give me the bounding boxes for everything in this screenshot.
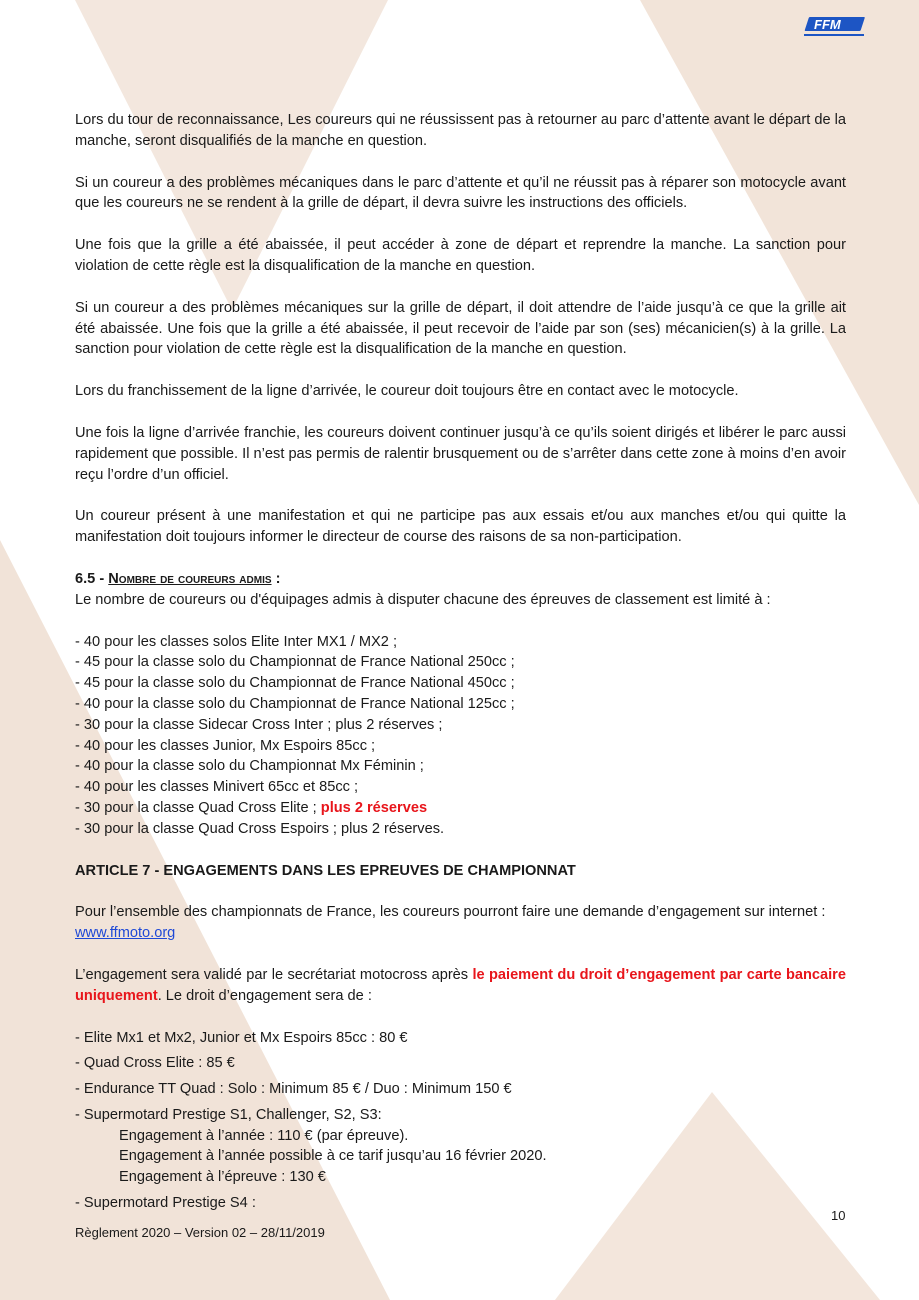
highlighted-text: le paiement du droit d’engagement par carte bancaire uniquement	[75, 966, 846, 1004]
list-item: - 40 pour les classes Minivert 65cc et 85cc ;	[75, 779, 359, 796]
paragraph: Si un coureur a des problèmes mécaniques dans le parc d’attente et qu’il ne réussit pas à réparer son motocycle avant que les coureurs ne se rendent à la grille de départ, il devra suivre les instructions des officiels.	[75, 174, 846, 212]
paragraph	[75, 902, 846, 944]
section-number: 6.5 -	[75, 570, 105, 587]
section-6-5-heading	[75, 569, 846, 590]
section-intro: Le nombre de coureurs ou d'équipages admis à disputer chacune des épreuves de classement est limité à :	[75, 591, 771, 608]
list-item: - 40 pour la classe solo du Championnat de France National 125cc ;	[75, 695, 515, 712]
list-item: - 45 pour la classe solo du Championnat de France National 450cc ;	[75, 675, 515, 692]
list-item: - 40 pour la classe solo du Championnat Mx Féminin ;	[75, 758, 424, 775]
fee-item: - Supermotard Prestige S4 :	[75, 1195, 256, 1212]
ffmoto-link[interactable]: www.ffmoto.org	[75, 925, 176, 942]
logo-lettering: FFM	[814, 17, 841, 32]
list-item	[75, 798, 846, 819]
paragraph-text: . Le droit d’engagement sera de :	[157, 987, 372, 1004]
list-item: - 40 pour les classes Junior, Mx Espoirs 85cc ;	[75, 737, 376, 754]
paragraph: Lors du franchissement de la ligne d’arrivée, le coureur doit toujours être en contact avec le motocycle.	[75, 383, 739, 400]
ffm-logo	[800, 14, 868, 40]
paragraph-text: L’engagement sera validé par le secrétariat motocross après	[75, 966, 473, 983]
footer-text: Règlement 2020 – Version 02 – 28/11/2019	[75, 1225, 325, 1240]
paragraph-text: Pour l’ensemble des championnats de France, les coureurs pourront faire une demande d’engagement sur internet :	[75, 904, 826, 921]
fee-detail: Engagement à l’année : 110 € (par épreuve).	[119, 1127, 409, 1144]
paragraph: Une fois la ligne d’arrivée franchie, les coureurs doivent continuer jusqu’à ce qu’ils soient dirigés et libérer le parc aussi rapidement que possible. Il n’est pas permis de ralentir brusquement ou de s’arrêter dans cette zone à moins d’en avoir reçu l’ordre d’un officiel.	[75, 424, 846, 483]
document-body	[75, 110, 846, 1219]
highlighted-text: plus 2 réserves	[320, 799, 428, 816]
fee-detail: Engagement à l’année possible à ce tarif jusqu’au 16 février 2020.	[119, 1148, 547, 1165]
list-item: - 30 pour la classe Quad Cross Espoirs ; plus 2 réserves.	[75, 820, 445, 837]
fee-item: - Supermotard Prestige S1, Challenger, S2, S3:	[75, 1106, 382, 1123]
fee-item: - Endurance TT Quad : Solo : Minimum 85 € / Duo : Minimum 150 €	[75, 1081, 512, 1098]
paragraph: Lors du tour de reconnaissance, Les coureurs qui ne réussissent pas à retourner au parc d’attente avant le départ de la manche, seront disqualifiés de la manche en question.	[75, 112, 846, 149]
fee-detail: Engagement à l’épreuve : 130 €	[119, 1169, 326, 1186]
list-item: - 45 pour la classe solo du Championnat de France National 250cc ;	[75, 654, 515, 671]
fee-item: - Quad Cross Elite : 85 €	[75, 1055, 235, 1072]
article-7-heading: ARTICLE 7 - ENGAGEMENTS DANS LES EPREUVES DE CHAMPIONNAT	[75, 862, 576, 879]
supermotard-details	[75, 1126, 846, 1188]
list-item-text: - 30 pour la classe Quad Cross Elite ;	[75, 799, 321, 816]
fee-item: - Elite Mx1 et Mx2, Junior et Mx Espoirs 85cc : 80 €	[75, 1029, 408, 1046]
paragraph: Une fois que la grille a été abaissée, il peut accéder à zone de départ et reprendre la manche. La sanction pour violation de cette règle est la disqualification de la manche en question.	[75, 237, 846, 274]
paragraph: Si un coureur a des problèmes mécaniques sur la grille de départ, il doit attendre de l’aide jusqu’à ce que la grille ait été abaissée. Une fois que la grille a été abaissée, il peut recevoir de l’aide par son (ses) mécanicien(s) à la grille. La sanction pour violation de cette règle est la disqualification de la manche en question.	[75, 299, 846, 358]
section-title-suffix: :	[271, 570, 281, 587]
list-item: - 40 pour les classes solos Elite Inter MX1 / MX2 ;	[75, 633, 398, 650]
paragraph: Un coureur présent à une manifestation et qui ne participe pas aux essais et/ou aux manches et/ou qui quitte la manifestation doit toujours informer le directeur de course des raisons de sa non-participation.	[75, 508, 846, 546]
fee-list	[75, 1028, 846, 1214]
page-number: 10	[831, 1208, 846, 1223]
section-title: Nombre de coureurs admis	[108, 570, 272, 587]
rider-limit-list	[75, 632, 846, 840]
list-item: - 30 pour la classe Sidecar Cross Inter ; plus 2 réserves ;	[75, 716, 443, 733]
paragraph	[75, 965, 846, 1007]
